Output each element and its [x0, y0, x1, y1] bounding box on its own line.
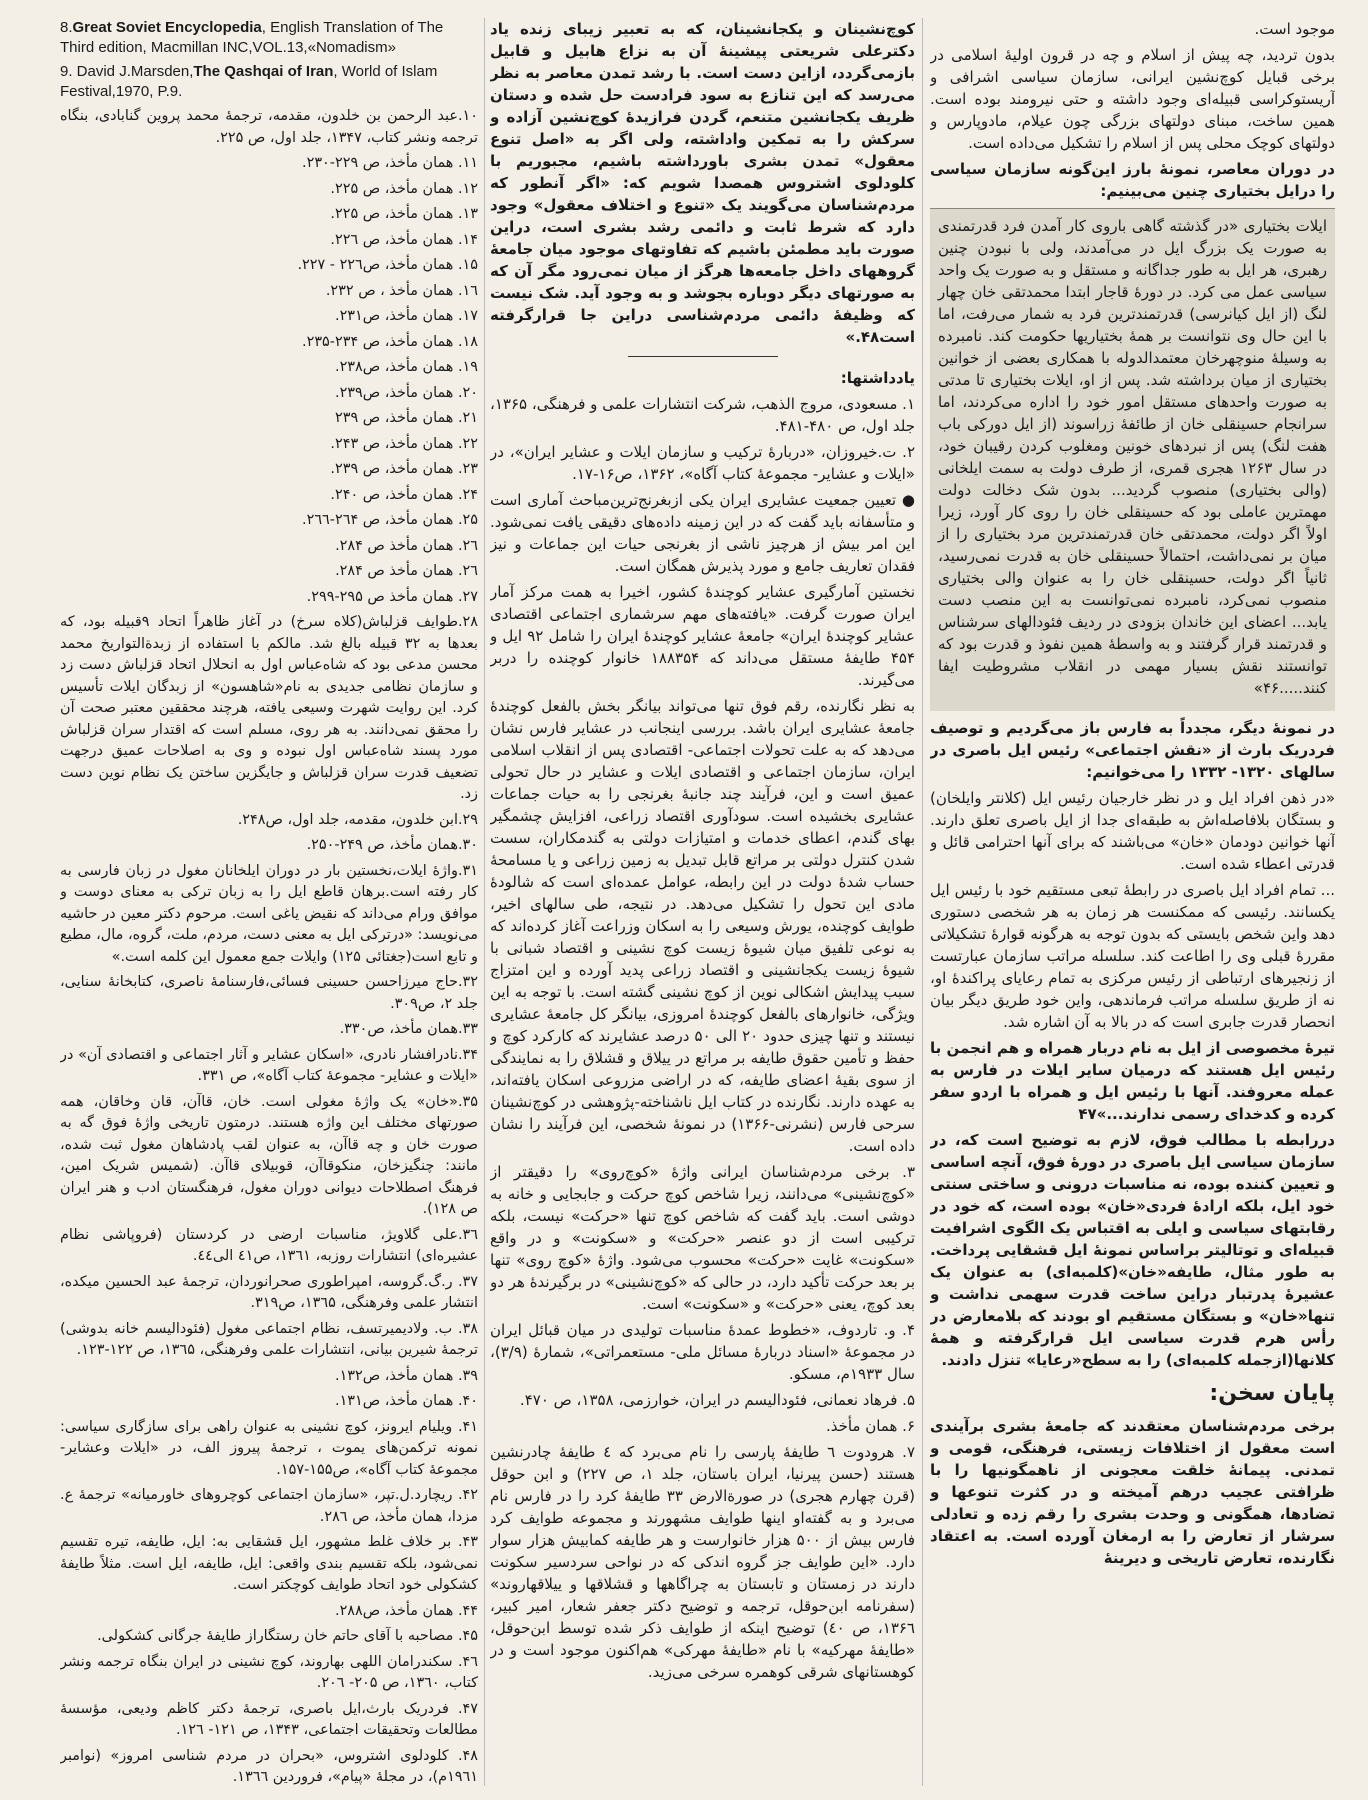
footnote: ۴٦. سکندرامان اللهی بهاروند، کوچ نشینی در ایران بنگاه ترجمه ونشر کتاب، ۱۳٦۰، ص ۲۰۵- ۲۰٦. — [60, 1653, 478, 1691]
footnote: ● تعیین جمعیت عشایری ایران یکی ازبغرنج‌ترین‌مباحث آماری است و متأسفانه باید گفت که در این زمینه داده‌های دقیقی یافت نمی‌شود. این امر بیش از هرچیز ناشی از بغرنجی حیات این جماعات و نیز فقدان تعاریف جامع و مورد پذیرش همگان است. — [490, 491, 915, 575]
paragraph: ... تمام افراد ایل باصری در رابطهٔ تبعی مستقیم خود با رئیس ایل یکسانند. رئیسی که ممکنست هر زمان به هر شخصی دستوری دهد واین شخص بایستی که بدون توجه به هرگونه قوارهٔ تشکیلاتی مقررهٔ قبلی وی را اطاعت کند. سلسله مراتب سازمان عبارتست از زنجیرهای ارتباطی از رئیس مرکزی به تمام رعایای پراکندهٔ او، نه از طریق سلسله مراتب فرماندهی، واین خود طریق دیگر بیان انحصار قدرت جابری است که در بالا به آن اشاره شد. — [930, 881, 1335, 1031]
footnote: ۳. برخی مردم‌شناسان ایرانی واژهٔ «کوچ‌روی» را دقیقتر از «کوچ‌نشینی» می‌دانند، زیرا شاخص کوچ حرکت و جابجایی و خانه به دوشی است. باید گفت که شاخص کوچ تنها «حرکت» نیست، بلکه ترکیبی است از دو عنصر «حرکت» و «سکونت» و در واقع «سکونت» غایت «حرکت» محسوب می‌شود. واژهٔ «کوچ روی» تنها بر بعد حرکت تأکید دارد، در حالی که «کوچ‌نشینی» در برگیرندهٔ هر دو بعد کوچ، یعنی «حرکت» و «سکونت» است. — [490, 1163, 915, 1313]
footnote: ۳٦.علی گلاویژ، مناسبات ارضی در کردستان (فروپاشی نظام عشیره‌ای) انتشارات روزبه، ۱۳٦۱، ص٤۱ الی٤٤. — [60, 1226, 478, 1264]
paragraph: بدون تردید، چه پیش از اسلام و چه در قرون اولیهٔ اسلامی در برخی قبایل کوچ‌نشین ایرانی، سازمان سیاسی اشرافی و آریستوکراسی قبیله‌ای وجود داشته و حتی نیرومند بوده است. همین ساخت، مبنای دولتهای بزرگی چون عیلام، مادوپارس و دولتهای کوچک محلی پس از اسلام را تشکیل می‌داده است. — [930, 46, 1335, 152]
footnote: ۲۷. همان مأخذ ص ۲۹۵-۲۹۹. — [306, 588, 478, 605]
footnote: ۳۷. ر.گ.گروسه، امپراطوری صحرانوردان، ترجمهٔ عبد الحسین میکده، انتشار علمی وفرهنگی، ۱۳٦۵، ص۳۱۹. — [60, 1273, 478, 1311]
ref-title: The Qashqai of Iran — [193, 63, 334, 80]
footnote: ۶. همان مأخذ. — [825, 1417, 915, 1435]
footnote: ۷. هرودوت ٦ طایفهٔ پارسی را نام می‌برد که ٤ طایفهٔ چادرنشین هستند (حسن پیرنیا، ایران باستان، جلد ۱، ص ۲۲۷) و ابن حوقل (قرن چهارم هجری) در صورةالارض ۳۳ طایفهٔ کرد را در فارس نام می‌برد و به گفته‌او اینها طوایف مشهورند و مجموعه طوایف کرد فارس بیش از ۵۰۰ هزار خانوارست و هر طایفه کمابیش هزار سوار دارد. «این طوایف جز گروه اندکی که در نواحی سردسیر سکونت دارند در زمستان و تابستان به چراگاهها و قشلاقها و ییلاقها‌روند» (سفرنامه ابن‌حوقل، ترجمه و توضیح دکتر جعفر شعار، امیر کبیر، ۱۳۶٦، ص ٤٠) توضیح اینکه از طوایف ذکر شده توسط ابن‌حوقل، «طایفهٔ مهرکیه» با نام «طایفهٔ مهرکی» هم‌اکنون موجود است و در کوهستانهای شرقی کوهمره سرخی می‌زید. — [490, 1443, 915, 1681]
quote-text: ایلات بختیاری «در گذشته گاهی باروی کار آمدن فرد قدرتمندی به صورت یک بزرگ ایل در می‌آمدند، ولی با نبودن چنین رهبری، هر ایل به طور جداگانه و مستقل و به صورت یک واحد سیاسی عمل می کرد. در دورهٔ قاجار ابتدا محمدتقی خان چهار لنگ (از ایل کیانرسی) قدرتمندترین فرد به شمار می‌رفت، اما با این حال وی نتوانست بر همهٔ بختیاریها حکومت کند. نامبرده به وسیلهٔ منوچهرخان معتمدالدوله با همکاری بعضی از خوانین بختیاری از میان برداشته شد. پس از او، ایلات بختیاری تا مدتی به صورت واحدهای مستقل امور خود را اداره می‌کردند، اما سرانجام حسینقلی خان از طائفهٔ زراسوند (از ایل دورکی باب هفت لنگ) پس از نبردهای خونین ومغلوب کردن رقیبان خود، در سال ۱۲۶۳ هجری قمری، از طرف دولت به سمت ایلخانی (والی بختیاری) منصوب گردید... بدون شک دخالت دولت مهمترین عاملی بود که حسینقلی خان را روی کار آورد، زیرا اولاً اگر دولت، محمدتقی خان قدرتمندترین مرد بختیاری را از میان بر نمی‌داشت، احتمالاً حسینقلی خان به قدرت نمی‌رسید، ثانیاً اگر دولت، حسینقلی خان را به عنوان والی بختیاری منصوب نمی‌کرد، نامبرده نمی‌توانست به این منصب دست یابد... اعضای این خاندان بزودی در ردیف فئودالهای سرشناس و قدرتمند قرار گرفتند و به واسطهٔ همین نفوذ و قدرت بود که توانستند نقش بسیار مهمی در انقلاب مشروطیت ایفا کنند.....۴۶» — [938, 217, 1328, 697]
footnote-list — [60, 106, 478, 1786]
footnote: ۱۲. همان مأخذ، ص ۲۲۵. — [330, 180, 478, 197]
footnote: ۳۸. ب. ولادیمیرتسف، نظام اجتماعی مغول (فئودالیسم خانه بدوشی) ترجمهٔ شیرین بیانی، انتشارات علمی وفرهنگی، ۱۳٦۵، ص ۱۲۲-۱۲۳. — [60, 1320, 478, 1358]
ref-number: 8. — [60, 19, 73, 36]
footnote: ۲۰. همان مأخذ، ص۲۳۹. — [335, 384, 478, 401]
quote-box — [930, 208, 1335, 711]
paragraph: تیرهٔ مخصوصی از ایل به نام دربار همراه و هم انجمن با رئیس ایل هستند که درمیان سایر ایلات در فارس به عمله معروفند. آنها با رئیس ایل و همراه با اردو سفر کرده و کدخدای رسمی ندارند...»۴۷ — [930, 1039, 1335, 1123]
english-reference — [60, 62, 478, 102]
footnote: نخستین آمارگیری عشایر کوچندهٔ کشور، اخیرا به همت مرکز آمار ایران صورت گرفت. «یافته‌های مهم سرشماری اجتماعی اقتصادی عشایر کوچندهٔ ایران» جامعهٔ عشایر کوچندهٔ ایران را شامل ۹۲ ایل و ۴۵۴ طایفهٔ مستقل می‌داند که ۱۸۸۳۵۴ خانوار کوچنده را دربر می‌گیرند. — [490, 583, 915, 689]
footnote: ۳۹. همان مأخذ، ص۱۳۲. — [335, 1367, 478, 1384]
footnote: ۳۴.نادرافشار نادری، «اسکان عشایر و آثار اجتماعی و اقتصادی آن» در «ایلات و عشایر- مجموعهٔ کتاب آگاه»، ص ۳۳۱. — [60, 1046, 478, 1084]
footnote: ۵. فرهاد نعمانی، فئودالیسم در ایران، خوارزمی، ۱۳۵۸، ص ۴۷۰. — [519, 1391, 915, 1409]
article-column-middle — [490, 18, 915, 1786]
footnote: ۴۳. بر خلاف غلط مشهور، ایل قشقایی به: ایل، طایفه، تیره تقسیم نمی‌شود، بلکه تقسیم بندی واقعی: ایل، طایفه، ایل است. مثلاً طایفهٔ کشکولی خود اتحاد طوایف کوچکتر است. — [60, 1534, 478, 1593]
section-heading: پایان سخن: — [1209, 1381, 1335, 1406]
footnote: ۱۱. همان مأخذ، ص ۲۲۹-۲۳۰. — [302, 155, 478, 171]
footnote: ۱۹. همان مأخذ، ص۲۳۸. — [335, 359, 478, 375]
footnote: ۲. ت.خیروزان، «دربارهٔ ترکیب و سازمان ایلات و عشایر ایران»، در «ایلات و عشایر- مجموعهٔ کتاب آگاه»، ۱۳۶۲، ص۱۶-۱۷. — [490, 443, 915, 483]
footnote: ۴. و. تاردوف، «خطوط عمدهٔ مناسبات تولیدی در میان قبائل ایران در مجموعهٔ «اسناد دربارهٔ مسائل ملی- مستعمراتی»، شمارهٔ (۳/۹)، سال ۱۹۳۳م، مسکو. — [490, 1321, 915, 1383]
english-reference — [60, 18, 478, 58]
footnote: ۲۲. همان مأخذ، ص ۲۴۳. — [330, 435, 478, 452]
footnote: ۱٦. همان مأخذ ، ص ۲۳۲. — [325, 282, 478, 299]
footnote: ۱۵. همان مأخذ، ص۲۲٦ - ۲۲۷. — [297, 257, 478, 273]
footnote: ۴۴. همان مأخذ، ص۲۸۸. — [335, 1602, 478, 1619]
footnote: ۱۸. همان مأخذ، ص ۲۳۴-۲۳۵. — [302, 333, 478, 350]
paragraph: در دوران معاصر، نمونهٔ بارز این‌گونه سازمان سیاسی را درایل بختیاری چنین می‌بینیم: — [930, 160, 1335, 200]
footnote: ۲۸.طوایف قزلباش(کلاه سرخ) در آغاز ظاهراً اتحاد ۹قبیله بود، که بعدها به ۳۲ قبیله بالغ شد. مالکم با استفاده از زبدةالتواریخ محمد محسن مدعی بود که شاه‌عباس اول به انحلال اتحاد قزلباش دست زد و سازمان نظامی جدیدی به نام«شاهسون» از زبدگان ایلات تأسیس کرد. این روایت شهرت وسیعی یافته، هرچند محققین معتبر صحت آن را محقق نمی‌دانند. به هر روی، مسلم است که اقتدار سران قزلباش مورد پسند شاه‌عباس اول نبوده و وی به اصلاحات عمیق درجهت تضعیف قدرت سران قزلباش و جایگزین ساختن یک نظام نوین دست زد. — [60, 614, 478, 802]
column-divider — [922, 18, 923, 1786]
footnote: ۳۱.واژهٔ ایلات،نخستین بار در دوران ایلخانان مغول در زبان فارسی به کار رفته است.برهان قاطع ایل را به زبان ترکی به معنای دوست و موافق ورام می‌داند که نقیض یاغی است. مرحوم دکتر معین در حاشیه می‌نویسد: «درترکی ایل به معنی دست، مردم، ملت، گروه، مال، مطیع و تابع است(جغتائی ۱۲۵) وایلات جمع معمول این کلمه است.» — [60, 862, 478, 965]
ref-number: 9. David J.Marsden, — [60, 63, 194, 80]
footnote: ۳۳.همان مأخذ، ص۳۳۰. — [339, 1021, 478, 1037]
footnote: ۳۵.«خان» یک واژهٔ مغولی است. خان، قاآن، قان وخاقان، همه صورتهای مختلف این واژه هستند. درمتون تاریخی واژهٔ فوق گه به صورت خان و چه قاآن، به عنوان لقب پادشاهان مغول ثبت شده، مانند: چنگیزخان، منکوقاآن، قوبیلای قاآن. (شمیس شریک امین، فرهنگ اصطلاحات دیوانی دوران مغول، فرهنگستان ادب و هنر ایران ص ۱۲۸). — [60, 1093, 478, 1217]
footnote: ۴۱. ویلیام ایرونز، کوچ نشینی به عنوان راهی برای سازگاری سیاسی: نمونه ترکمن‌های یموت ، ترجمهٔ پیروز الف، در «ایلات وعشایر- مجموعهٔ کتاب آگاه»، ص۱۵۵-۱۵۷. — [60, 1418, 478, 1478]
paragraph: «در ذهن افراد ایل و در نظر خارجیان رئیس ایل (کلانتر وایلخان) و بستگان بلافاصله‌اش به طبقه‌ای جدا از ایل باصری تعلق دارند. آنها خوانین دودمان «خان» می‌باشند که برای آنها احترامی قائل و قدرتی اعطاء شده است. — [930, 789, 1335, 873]
footnote: ۲۴. همان مأخذ، ص ۲۴۰. — [330, 486, 478, 503]
ref-details: , English Translation of The Third edition, Macmillan INC,VOL.13,«Nomadism» — [60, 19, 444, 56]
footnote: ۱۷. همان مأخذ، ص۲۳۱. — [335, 308, 478, 324]
footnote: ۴۲. ریچارد.ل.تپر، «سازمان اجتماعی کوچروهای خاورمیانه» ترجمهٔ ع. مزدا، همان مأخذ، ص ۲۸٦. — [60, 1487, 478, 1525]
footnote: ۴۷. فردریک بارث،ایل باصری، ترجمهٔ دکتر کاظم ودیعی، مؤسسهٔ مطالعات وتحقیقات اجتماعی، ۱۳۴۳، ص ۱۲۱- ۱۲٦. — [60, 1700, 478, 1738]
column-divider — [484, 18, 485, 1786]
footnote: ۱۴. همان مأخذ، ص ۲۲٦. — [330, 231, 478, 248]
footnote: ۲٦. همان مأخذ ص ۲۸۴. — [335, 537, 478, 554]
paragraph: کوچ‌نشینان و یکجانشینان، که به تعبیر زیبای زنده یاد دکترعلی شریعتی پیشینهٔ آن به نزاع هابیل و قابیل بازمی‌گردد، ازاین دست است. با رشد تمدن معاصر به نظر می‌رسد که این تنازع به سود فرادست حل شده و دستان ظریف یکجانشین متنعم، گردن فرازیدهٔ کوچ‌نشین آزاده و سرکش را به تمکین واداشته، ولی اگر به «اصل تنوع معقول» تمدن بشری باورداشته باشیم، مجبوریم با کلودلوی اشتروس همصدا شویم که: «اگر آنطور که مردم‌شناسان می‌گویند یک «تنوع و اختلاف معقول» وجود دارد که شرط ثابت و دائمی رشد بشری است، دراین صورت باید مطمئن باشیم که تفاوتهای موجود میان جامعهٔ گروههای داخل جامعه‌ها هرگز از میان نمی‌رود مگر آن که به صورتهای دیگر دوباره بجوشد و به وجود آید. شک نیست که وظیفهٔ دائمی مردم‌شناسی دراین جا قرارگرفته است۴۸.» — [490, 20, 915, 346]
paragraph: برخی مردم‌شناسان معتقدند که جامعهٔ بشری برآیندی است معقول از اختلافات زیستی، فرهنگی، قومی و تمدنی. پیمانهٔ خلقت معجونی از ناهمگونیها را با ظرافتی عجیب درهم آمیخته و در کثرت تنوعها و تضادها، همگونی و وحدت بشری را رقم زده و تعادلی سرشار از تعارض را به ارمغان آورده است. به اعتقاد نگارنده، تعارض تاریخی و دیرینهٔ — [930, 1417, 1335, 1567]
footnote: ۲۳. همان مأخذ، ص ۲۳۹. — [330, 461, 478, 477]
footnote: ۲۵. همان مأخذ، ص ۲٦۴-۲٦٦. — [302, 512, 478, 528]
footnote: ۱۰.عبد الرحمن بن خلدون، مقدمه، ترجمهٔ محمد پروین گنابادی، بنگاه ترجمه ونشر کتاب، ۱۳۴۷، جلد اول، ص ۲۲۵. — [60, 108, 478, 146]
notes-column-left — [60, 18, 478, 1786]
footnote: ۲۱. همان مأخذ، ص ۲۳۹ — [335, 410, 478, 426]
footnote: ۱۳. همان مأخذ، ص ۲۲۵. — [330, 206, 478, 222]
footnote: ۲٦. همان مأخذ ص ۲۸۴. — [335, 563, 478, 579]
footnote: ۴۸. کلودلوی اشتروس، «بحران در مردم شناسی امروز» (نوامبر ۱۹٦۱م)، در مجلهٔ «پیام»، فروردین ۱۳٦٦. — [60, 1747, 478, 1785]
ref-details: , World of Islam Festival,1970, P.9. — [60, 63, 438, 100]
notes-title: یادداشتها: — [840, 369, 915, 387]
footnote: ۳۰.همان مأخذ، ص ۲۴۹-۲۵۰. — [306, 837, 478, 853]
paragraph: در نمونهٔ دیگر، مجدداً به فارس باز می‌گردیم و توصیف فردریک بارث از «نقش اجتماعی» رئیس ایل باصری در سالهای ۱۳۲۰- ۱۳۳۲ را می‌خوانیم: — [930, 719, 1335, 781]
footnote: به نظر نگارنده، رقم فوق تنها می‌تواند بیانگر بخش بالفعل کوچندهٔ جامعهٔ عشایری ایران باشد. بررسی اینجانب در عشایر فارس نشان می‌دهد که به علت تحولات اجتماعی- اقتصادی پس از انقلاب اسلامی ایران، سازمان اجتماعی و اقتصادی ایلات و عشایر در حال تحولی عمیق است و این، فرآیند چند جانبهٔ بغرنجی را به حیات جماعات عشایری بخشیده است. سودآوری اقتصاد زراعی، افزایش چشمگیر بهای گندم، اعطای خدمات و امتیازات دولتی به گندمکاران، سست شدن کنترل دولتی بر مراتع قابل تبدیل به زمین زراعی و یا مسامحهٔ حساب شدهٔ دولت در این رابطه، عوامل عمده‌ای است که شالودهٔ مادی این تحول را تشکیل می‌دهد. در نتیجه، طی سالهای اخیر، طوایف کوچنده، یورش وسیعی را به اسکان وزراعت آغاز کرده‌اند که به نوعی تلفیق میان شیوهٔ زیست کوچ نشینی و اقتصاد شبانی با شیوهٔ زیست یکجانشینی و اقتصاد زراعی پدید آورده و این امتزاج سبب پیدایش اشکالی نوین از کوچ نشینی گشته است. با توجه به این ویژگی، خانوارهای بالفعل کوچندهٔ امروزی، بیانگر کل جامعهٔ عشایری نیستند و تنها چیزی حدود ۲۰ الی ۵۰ درصد عشایرند که کارکرد کوچ و حفظ و تأمین حقوق طایفه بر مراتع در ییلاق و قشلاق را به نمایندگی از سوی بقیهٔ اعضای طایفه، که در اراضی مزروعی اسکان یافته‌اند، به عهده دارند. نگارنده در کتاب ایل ناشناخته-پژوهشی در کوچ‌نشینان سرحی فارس (نشرنی-۱۳۶۶) در نمونهٔ شخصی، این فرآیند را نشان داده است. — [490, 697, 915, 1155]
ref-title: Great Soviet Encyclopedia — [72, 19, 262, 36]
footnote: ۱. مسعودی، مروج الذهب، شرکت انتشارات علمی و فرهنگی، ۱۳۶۵، جلد اول، ص ۴۸۰-۴۸۱. — [490, 395, 915, 435]
footnote: ۳۲.حاج میرزاحسن حسینی فسائی،فارسنامهٔ ناصری، کتابخانهٔ سنایی، جلد ۲، ص۳۰۹. — [60, 974, 478, 1012]
paragraph: دررابطه با مطالب فوق، لازم به توضیح است که، در سازمان سیاسی ایل باصری در دورهٔ فوق، آنچه اساسی و تعیین کننده بوده، نه مناسبات درونی و ساختی سنتی خود ایل، بلکه ارادهٔ فردی«خان» بوده است، که خود در رقابتهای سیاسی و ایلی به اقتباس یک الگوی اشرافیت قبیله‌ای و توتالیتر براساس نمونهٔ ایل قشقایی پرداخت. به طور مثال، طایفه«خان»(کلمبه‌ای) به عنوان یک عشیرهٔ پدرتبار دراین ساخت قدرت سهمی نداشت و تنها«خان» و بستگان مستقیم او بودند که بلامعارض در رأس هرم قدرت سیاسی ایل قرارگرفته و همهٔ کلانها(ازجمله کلمبه‌ای) را به سطح«رعایا» تنزل دادند. — [930, 1131, 1335, 1369]
paragraph: موجود است. — [1254, 20, 1335, 38]
footnote: ۴۵. مصاحبه با آقای حاتم خان رستگاراز طایفهٔ جرگانی کشکولی. — [97, 1628, 478, 1644]
separator-rule — [628, 356, 778, 357]
footnote: ۴۰. همان مأخذ، ص۱۳۱. — [335, 1393, 478, 1409]
footnote: ۲۹.ابن خلدون، مقدمه، جلد اول، ص۲۴۸. — [237, 811, 478, 828]
article-column-right — [930, 18, 1335, 1786]
